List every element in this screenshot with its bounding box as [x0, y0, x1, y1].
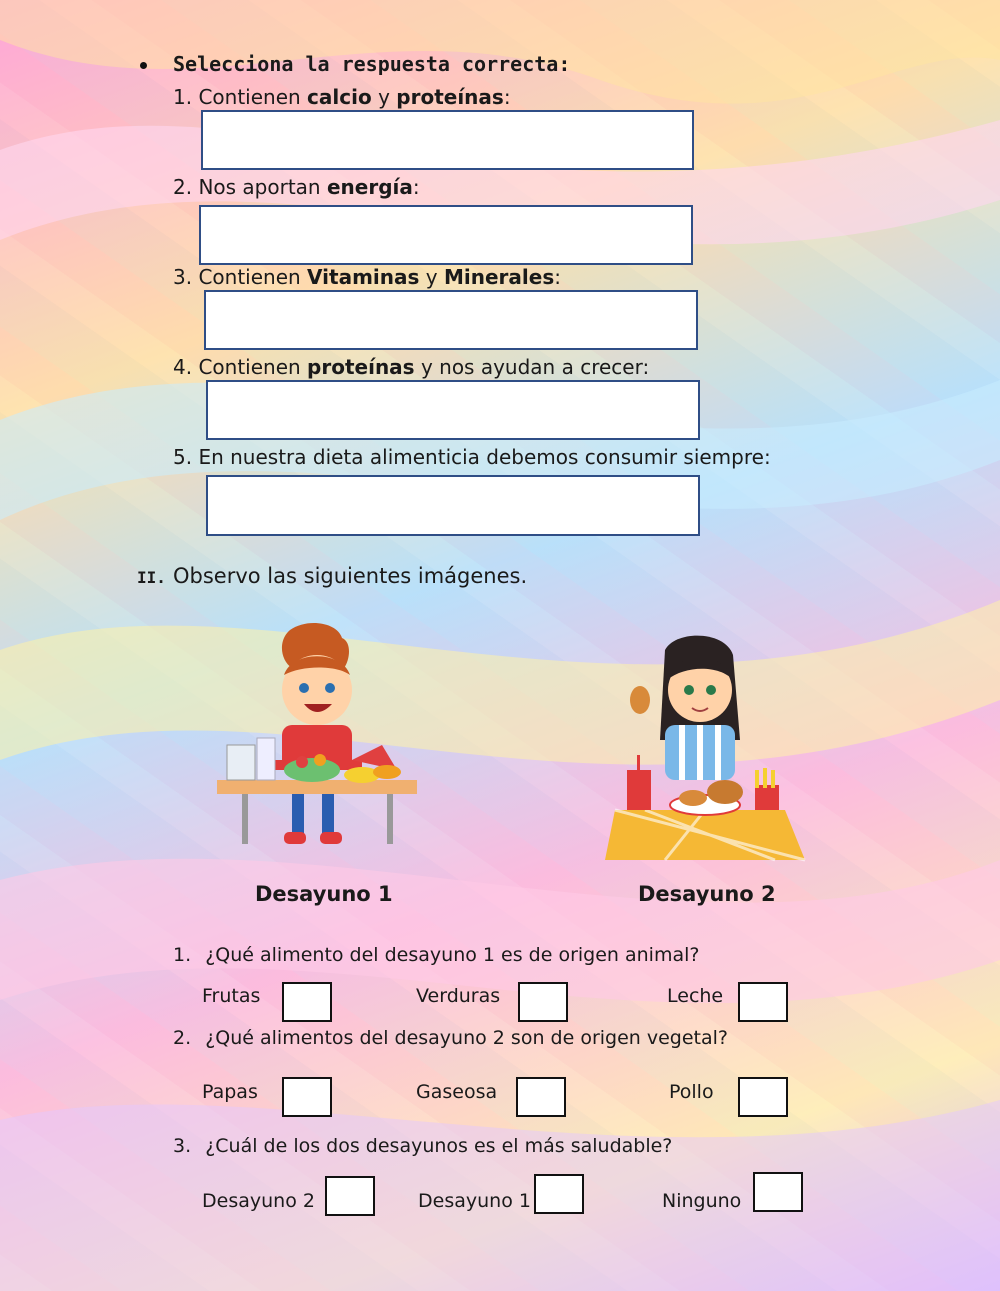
- checkbox-papas[interactable]: [282, 1077, 332, 1117]
- question-number: 1.: [173, 85, 193, 109]
- answer-box-3[interactable]: [204, 290, 698, 350]
- question-row-1: [173, 944, 699, 966]
- question-number: 2.: [173, 175, 193, 199]
- question-4: [173, 355, 649, 379]
- caption-desayuno-1: Desayuno 1: [255, 882, 393, 906]
- keyword: energía: [326, 175, 413, 199]
- question-text: y nos ayudan a crecer:: [414, 355, 650, 379]
- bullet: [140, 62, 147, 69]
- question-3: [173, 265, 561, 289]
- question-text: :: [412, 175, 420, 199]
- checkbox-gaseosa[interactable]: [516, 1077, 566, 1117]
- caption-desayuno-2: Desayuno 2: [638, 882, 776, 906]
- question-number: 1.: [173, 944, 192, 966]
- option-label: Desayuno 2: [202, 1190, 315, 1212]
- question-number: 3.: [173, 265, 193, 289]
- checkbox-frutas[interactable]: [282, 982, 332, 1022]
- checkbox-desayuno-1[interactable]: [534, 1174, 584, 1214]
- question-text: Contienen: [198, 265, 308, 289]
- keyword: proteínas: [307, 355, 415, 379]
- question-text: ¿Qué alimentos del desayuno 2 son de origen vegetal?: [205, 1027, 729, 1049]
- keyword: Vitaminas: [307, 265, 420, 289]
- checkbox-verduras[interactable]: [518, 982, 568, 1022]
- option-label: Pollo: [669, 1081, 714, 1103]
- question-row-2: [173, 1027, 728, 1049]
- question-text: :: [503, 85, 511, 109]
- question-text: Contienen: [198, 85, 308, 109]
- answer-box-4[interactable]: [206, 380, 700, 440]
- question-text: Contienen: [198, 355, 308, 379]
- answer-box-5[interactable]: [206, 475, 700, 536]
- option-label: Desayuno 1: [418, 1190, 531, 1212]
- question-text: En nuestra dieta alimenticia debemos consumir siempre:: [198, 445, 771, 469]
- question-number: 3.: [173, 1135, 192, 1157]
- answer-box-1[interactable]: [201, 110, 694, 170]
- question-number: 2.: [173, 1027, 192, 1049]
- question-1: [173, 85, 511, 109]
- question-row-3: [173, 1135, 672, 1157]
- checkbox-pollo[interactable]: [738, 1077, 788, 1117]
- checkbox-desayuno-2[interactable]: [325, 1176, 375, 1216]
- section2-heading: Observo las siguientes imágenes.: [173, 564, 528, 588]
- option-label: Verduras: [416, 985, 501, 1007]
- checkbox-ninguno[interactable]: [753, 1172, 803, 1212]
- section1-heading: Selecciona la respuesta correcta:: [173, 52, 571, 76]
- keyword: proteínas: [396, 85, 504, 109]
- checkbox-leche[interactable]: [738, 982, 788, 1022]
- option-label: Gaseosa: [416, 1081, 498, 1103]
- boy-breakfast-illustration: [212, 620, 422, 850]
- question-text: :: [554, 265, 561, 289]
- option-label: Papas: [202, 1081, 258, 1103]
- section-number: II.: [137, 568, 166, 587]
- question-number: 4.: [173, 355, 193, 379]
- question-text: y: [371, 85, 397, 109]
- question-2: [173, 175, 420, 199]
- answer-box-2[interactable]: [199, 205, 693, 265]
- option-label: Frutas: [202, 985, 261, 1007]
- option-label: Ninguno: [662, 1190, 742, 1212]
- girl-breakfast-illustration: [605, 630, 810, 865]
- question-text: ¿Qué alimento del desayuno 1 es de origen animal?: [205, 944, 700, 966]
- option-label: Leche: [667, 985, 724, 1007]
- question-number: 5.: [173, 445, 193, 469]
- keyword: calcio: [307, 85, 372, 109]
- question-text: y: [419, 265, 444, 289]
- question-text: Nos aportan: [198, 175, 327, 199]
- question-text: ¿Cuál de los dos desayunos es el más saludable?: [205, 1135, 673, 1157]
- question-5: [173, 445, 771, 469]
- keyword: Minerales: [443, 265, 555, 289]
